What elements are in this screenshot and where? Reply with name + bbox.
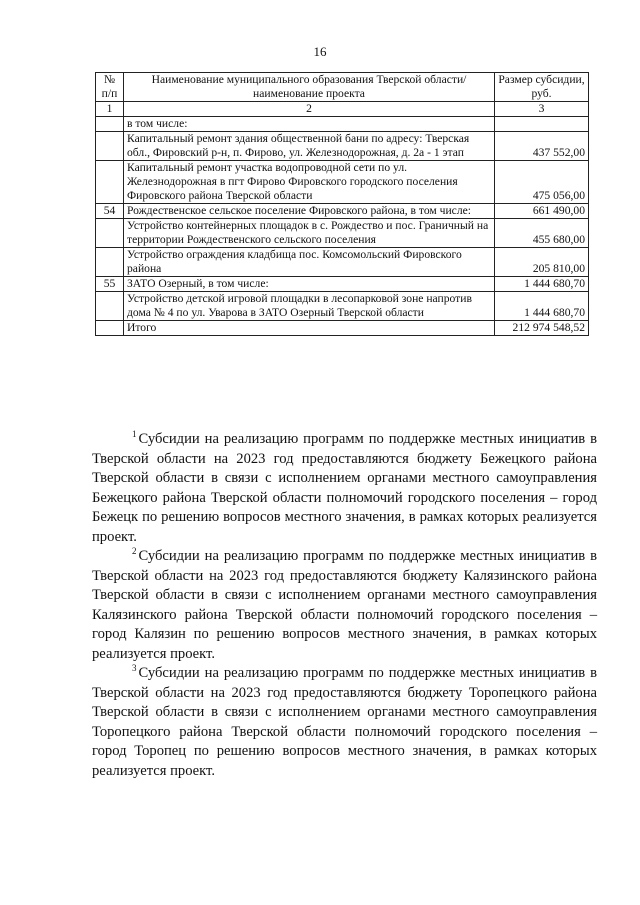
- table-row: [96, 219, 589, 248]
- total-label: Итого: [124, 321, 495, 336]
- total-row: [96, 321, 589, 336]
- header-row: [96, 73, 589, 102]
- row-amount: 437 552,00: [495, 132, 589, 161]
- row-num: [96, 117, 124, 132]
- row-num: [96, 161, 124, 204]
- footnote-text: Субсидии на реализацию программ по поддержке местных инициатив в Тверской области на 2023 год предоставляются бюджету Калязинского района Тверской области в связи с исполнением органами местного самоуправления Калязинского района Тверской области полномочий городского поселения – город Калязин по решению вопросов местного значения, в рамках которых реализуется проект.: [92, 548, 597, 662]
- row-name: Рождественское сельское поселение Фировского района, в том числе:: [124, 204, 495, 219]
- row-amount: 661 490,00: [495, 204, 589, 219]
- table-row: [96, 132, 589, 161]
- row-name: Капитальный ремонт здания общественной бани по адресу: Тверская обл., Фировский р-н, п. Фирово, ул. Железнодорожная, д. 2а - 1 этап: [124, 132, 495, 161]
- table-row: [96, 248, 589, 277]
- row-name: Устройство ограждения кладбища пос. Комсомольский Фировского района: [124, 248, 495, 277]
- row-num: [96, 219, 124, 248]
- table-row: [96, 117, 589, 132]
- row-name: Устройство детской игровой площадки в лесопарковой зоне напротив дома № 4 по ул. Уварова в ЗАТО Озерный Тверской области: [124, 292, 495, 321]
- row-num: [96, 292, 124, 321]
- col-index-2: 2: [124, 102, 495, 117]
- row-amount: 1 444 680,70: [495, 277, 589, 292]
- table-header: [96, 73, 589, 117]
- row-num: 54: [96, 204, 124, 219]
- row-name: в том числе:: [124, 117, 495, 132]
- total-amount: 212 974 548,52: [495, 321, 589, 336]
- footnote-mark: 2: [132, 546, 137, 556]
- footnote-text: Субсидии на реализацию программ по поддержке местных инициатив в Тверской области на 2023 год предоставляются бюджету Торопецкого района Тверской области в связи с исполнением органами местного самоуправления Торопецкого района Тверской области полномочий городского поселения – город Торопец по решению вопросов местного значения, в рамках которых реализуется проект.: [92, 665, 597, 779]
- table-body: [96, 117, 589, 336]
- footnotes: [92, 430, 597, 781]
- row-amount: 1 444 680,70: [495, 292, 589, 321]
- table-row: [96, 292, 589, 321]
- header-num: № п/п: [96, 73, 124, 102]
- table-row: [96, 204, 589, 219]
- header-amount: Размер субсидии, руб.: [495, 73, 589, 102]
- row-name: Устройство контейнерных площадок в с. Рождество и пос. Граничный на территории Рождественского сельского поселения: [124, 219, 495, 248]
- subsidy-table: [95, 72, 589, 336]
- table-row: [96, 277, 589, 292]
- footnote-mark: 1: [132, 429, 137, 439]
- footnote-text: Субсидии на реализацию программ по поддержке местных инициатив в Тверской области на 2023 год предоставляются бюджету Бежецкого района Тверской области в связи с исполнением органами местного самоуправления Бежецкого района Тверской области полномочий городского поселения – город Бежецк по решению вопросов местного значения, в рамках которых реализуется проект.: [92, 431, 597, 545]
- row-name: Капитальный ремонт участка водопроводной сети по ул. Железнодорожная в пгт Фирово Фировского городского поселения Фировского района Тверской области: [124, 161, 495, 204]
- footnote: [92, 664, 597, 781]
- column-index-row: [96, 102, 589, 117]
- row-name: ЗАТО Озерный, в том числе:: [124, 277, 495, 292]
- table-row: [96, 161, 589, 204]
- row-amount: 455 680,00: [495, 219, 589, 248]
- row-amount: [495, 117, 589, 132]
- col-index-1: 1: [96, 102, 124, 117]
- row-num: [96, 321, 124, 336]
- page-number: 16: [313, 44, 327, 59]
- footnote-mark: 3: [132, 663, 137, 673]
- row-num: [96, 132, 124, 161]
- row-amount: 475 056,00: [495, 161, 589, 204]
- footnote: [92, 430, 597, 547]
- header-name: Наименование муниципального образования Тверской области/наименование проекта: [124, 73, 495, 102]
- row-num: 55: [96, 277, 124, 292]
- row-num: [96, 248, 124, 277]
- col-index-3: 3: [495, 102, 589, 117]
- row-amount: 205 810,00: [495, 248, 589, 277]
- footnote: [92, 547, 597, 664]
